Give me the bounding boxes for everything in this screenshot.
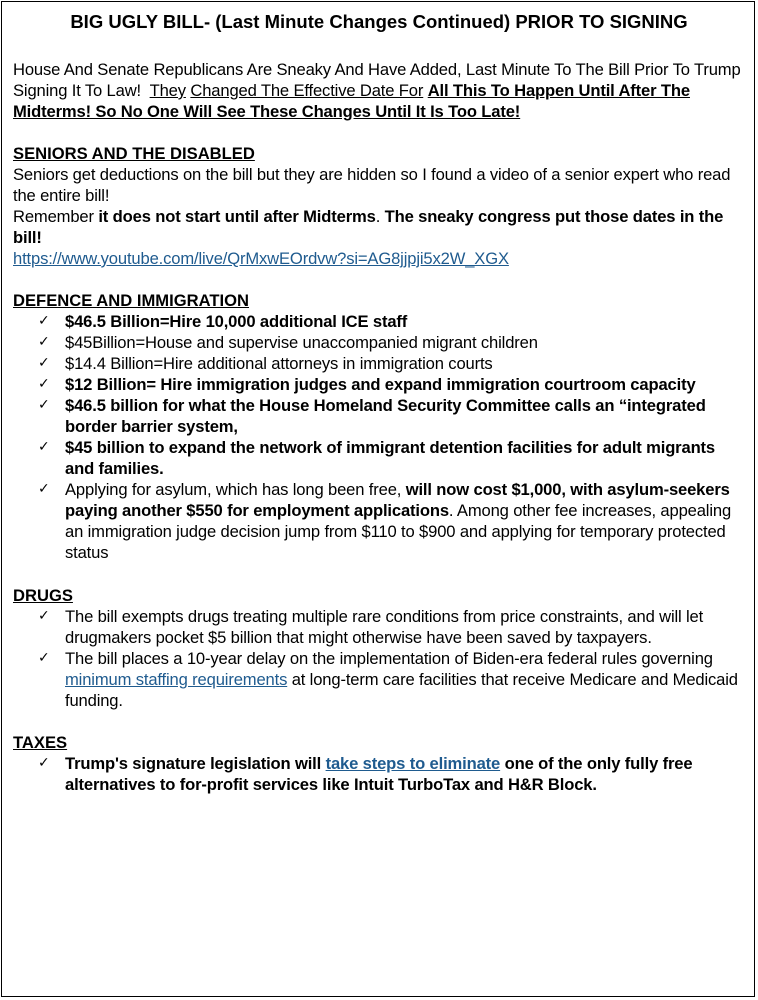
defence-list xyxy=(2,311,756,563)
list-item-text: $45 billion to expand the network of immigrant detention facilities for adult migrants and families. xyxy=(65,438,716,478)
intro-paragraph xyxy=(13,59,749,122)
list-item xyxy=(2,332,756,353)
intro-changed-date: Changed The Effective Date For xyxy=(190,81,424,100)
intro-warning: All This To Happen Until After The Midterms! So No One Will See These Changes Until It Is Too Late! xyxy=(13,81,690,121)
taxes-list xyxy=(2,753,756,795)
check-icon: ✓ xyxy=(38,334,50,350)
list-item xyxy=(2,374,756,395)
list-item-text: at long-term care facilities that receive Medicare and Medicaid funding. xyxy=(65,670,738,710)
section-heading-seniors: SENIORS AND THE DISABLED xyxy=(13,144,255,163)
list-item xyxy=(2,648,756,711)
remember-sneaky: The sneaky congress put those dates in the bill! xyxy=(13,207,724,247)
staffing-requirements-link[interactable]: minimum staffing requirements xyxy=(65,670,288,689)
check-icon: ✓ xyxy=(38,397,50,413)
section-heading-defence: DEFENCE AND IMMIGRATION xyxy=(13,291,249,310)
section-heading-taxes: TAXES xyxy=(13,733,68,752)
youtube-link[interactable]: https://www.youtube.com/live/QrMxwEOrdvw?si=AG8jjpji5x2W_XGX xyxy=(13,249,509,268)
list-item xyxy=(2,606,756,648)
section-heading-drugs: DRUGS xyxy=(13,586,73,605)
seniors-remember: Remember it does not start until after Midterms. The sneaky congress put those dates in the bill! xyxy=(13,207,724,247)
list-item xyxy=(2,479,756,563)
seniors-paragraph xyxy=(13,164,749,269)
list-item xyxy=(2,437,756,479)
check-icon: ✓ xyxy=(38,650,50,666)
list-item-text: Applying for asylum, which has long been free, xyxy=(65,480,402,499)
page-title: BIG UGLY BILL- (Last Minute Changes Continued) PRIOR TO SIGNING xyxy=(70,11,688,32)
list-item-text: $46.5 Billion=Hire 10,000 additional ICE staff xyxy=(65,312,408,331)
list-item-text: . Among other fee increases, appealing an immigration judge decision jump from $110 to $900 and applying for temporary protected status xyxy=(65,501,732,562)
list-item xyxy=(2,311,756,332)
check-icon: ✓ xyxy=(38,481,50,497)
list-item-bold-text: will now cost $1,000, with asylum-seekers paying another $550 for employment applications xyxy=(65,480,730,520)
intro-they: They xyxy=(149,81,186,100)
list-item-text: $45Billion=House and supervise unaccompanied migrant children xyxy=(65,333,538,352)
list-item xyxy=(2,395,756,437)
remember-midterms: it does not start until after Midterms xyxy=(98,207,376,226)
document-page xyxy=(1,1,755,997)
eliminate-link[interactable]: take steps to eliminate xyxy=(325,754,501,773)
check-icon: ✓ xyxy=(38,439,50,455)
remember-label: Remember xyxy=(13,207,94,226)
check-icon: ✓ xyxy=(38,608,50,624)
seniors-text: Seniors get deductions on the bill but they are hidden so I found a video of a senior expert who read the entire bill! xyxy=(13,165,731,205)
list-item-text: Trump's signature legislation will xyxy=(65,754,322,773)
intro-text: House And Senate Republicans Are Sneaky And Have Added, Last Minute To The Bill Prior To Trump Signing It To Law! xyxy=(13,60,741,100)
check-icon: ✓ xyxy=(38,355,50,371)
list-item-text: The bill exempts drugs treating multiple rare conditions from price constraints, and will let drugmakers pocket $5 billion that might otherwise have been saved by taxpayers. xyxy=(65,607,704,647)
list-item-text: The bill places a 10-year delay on the implementation of Biden-era federal rules governing xyxy=(65,649,713,668)
list-item-text: $46.5 billion for what the House Homeland Security Committee calls an “integrated border barrier system, xyxy=(65,396,706,436)
list-item-text: $14.4 Billion=Hire additional attorneys in immigration courts xyxy=(65,354,493,373)
list-item-text: $12 Billion= Hire immigration judges and expand immigration courtroom capacity xyxy=(65,375,696,394)
list-item xyxy=(2,353,756,374)
list-item xyxy=(2,753,756,795)
check-icon: ✓ xyxy=(38,755,50,771)
drugs-list xyxy=(2,606,756,711)
check-icon: ✓ xyxy=(38,376,50,392)
check-icon: ✓ xyxy=(38,313,50,329)
list-item-text: one of the only fully free alternatives to for-profit services like Intuit TurboTax and H&R Block. xyxy=(65,754,693,794)
